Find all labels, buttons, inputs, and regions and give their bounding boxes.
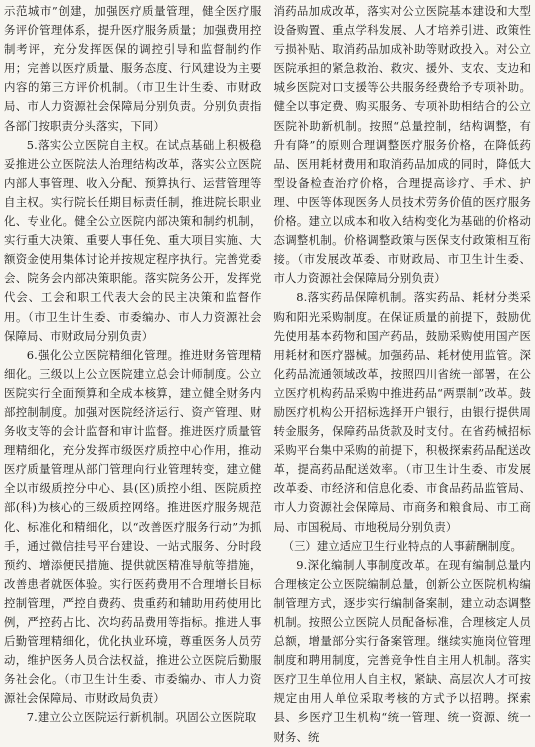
paragraph: 6.强化公立医院精细化管理。推进财务管理精细化。三级以上公立医院建立总会计师制度。公立医院实行全面预算和全成本核算，建立健全财务内部控制制度。加强对医院经济运行、资产管理、财务收支等的会计监督和审计监督。推进医疗质量管理精细化，充分发挥市级医疗质控中心作用，推动医疗质量管理从部门管理向行业管理转变，建立健全以市级质控分中心、县(区)质控小组、医院质控部(科)为核心的三级质控网络。推进医疗服务规范化、标准化和精细化，以“改善医疗服务行动”为抓手，通过微信挂号平台建设、一站式服务、分时段预约、增添便民措施、提供就医精准导航等措施，改善患者就医体验。实行医药费用不合理增长目标控制管理，严控自费药、贵重药和辅助用药使用比例，严控药占比、次均药品费用等指标。推进人事后勤管理精细化，优化执业环境，尊重医务人员劳动，维护医务人员合法权益，推进公立医院后勤服务社会化。（市卫生计生委、市委编办、市人力资源社会保障局、市财政局负责） [4,347,262,706]
paragraph: 7.建立公立医院运行新机制。巩固公立医院取 [26,710,257,725]
right-column [273,2,532,744]
section-heading: （三）建立适应卫生行业特点的人事薪酬制度。 [282,538,522,553]
left-column [4,2,262,725]
paragraph: 消药品加成改革，落实对公立医院基本建设和大型设备购置、重点学科发展、人才培养引进、政策性亏损补贴、取消药品加成补助等财政投入。对公立医院承担的紧急救治、救灾、援外、支农、支边和城乡医院对口支援等公共服务经费给予专项补助。健全以事定费、购买服务、专项补助相结合的公立医院补助新机制。按照“总量控制，结构调整，有升有降”的原则合理调整医疗服务价格，在降低药品、医用耗材费用和取消药品加成的同时，降低大型设备检查治疗价格，合理提高诊疗、手术、护理、中医等体现医务人员技术劳务价值的医疗服务价格。建立以成本和收入结构变化为基础的价格动态调整机制。价格调整政策与医保支付政策相互衔接。（市发展改革委、市财政局、市卫生计生委、市人力资源社会保障局分别负责） [273,4,531,286]
paragraph: 8.落实药品保障机制。落实药品、耗材分类采购和阳光采购制度。在保证质量的前提下，鼓励优先使用基本药物和国产药品，鼓励采购使用国产医用耗材和医疗器械。加强药品、耗材使用监管。深化药品流通领域改革，按照四川省统一部署，在公立医疗机构药品采购中推进药品“两票制”改革。鼓励医疗机构公开招标选择开户银行，由银行提供周转金服务，保障药品货款及时支付。在省药械招标采购平台集中采购的前提下，积极探索药品配送改革，提高药品配送效率。（市卫生计生委、市发展改革委、市经济和信息化委、市食品药品监管局、市人力资源社会保障局、市商务和粮食局、市工商局、市国税局、市地税局分别负责） [273,290,531,534]
paragraph: 9.深化编制人事制度改革。在现有编制总量内合理核定公立医院编制总量，创新公立医院机构编制管理方式，逐步实行编制备案制，建立动态调整机制。按照公立医院人员配备标准，合理核定人员总额，增量部分实行备案管理。继续实施岗位管理制度和聘用制度，完善竞争性自主用人机制。落实医疗卫生单位用人自主权，紧缺、高层次人才可按规定由用人单位采取考核的方式予以招聘。探索县、乡医疗卫生机构“统一管理、统一资源、统一财务、统 [273,557,531,744]
paragraph: 5.落实公立医院自主权。在试点基础上积极稳妥推进公立医院法人治理结构改革，落实公立医院内部人事管理、收入分配、预算执行、运营管理等自主权。实行院长任期目标责任制，推进院长职业化、专业化。健全公立医院内部决策和制约机制，实行重大决策、重要人事任免、重大项目实施、大额资金使用集体讨论并按规定程序执行。完善党委会、院务会内部决策职能。落实院务公开，发挥党代会、工会和职工代表大会的民主决策和监督作用。（市卫生计生委、市委编办、市人力资源社会保障局、市财政局分别负责） [4,137,262,343]
paragraph: 示范城市”创建，加强医疗质量管理，健全医疗服务评价管理体系，提升医疗服务质量；加强费用控制考评，充分发挥医保的调控引导和监督制约作用；完善以医疗质量、服务态度、行风建设为主要内容的第三方评价机制。（市卫生计生委、市财政局、市人力资源社会保障局分别负责。分别负责指各部门按职责分头落实，下同） [4,4,262,133]
